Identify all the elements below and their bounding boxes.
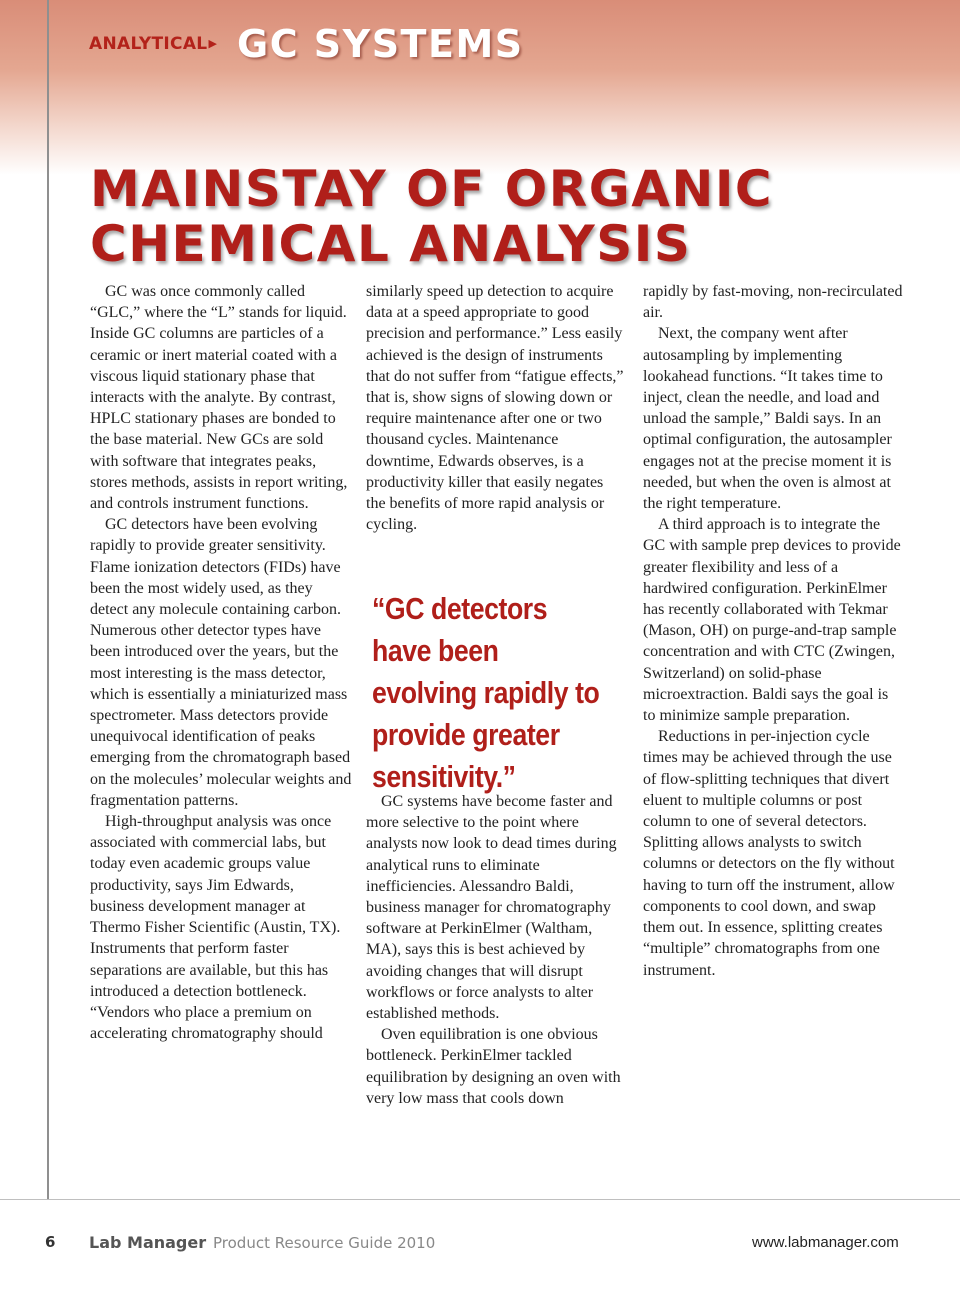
- section-label-text: ANALYTICAL: [89, 34, 208, 54]
- article-headline: [90, 162, 930, 272]
- website-link[interactable]: www.labmanager.com: [752, 1234, 899, 1251]
- paragraph: GC systems have become faster and more selective to the point where analysts now look to dead times during analytical runs to eliminate inefficiencies. Alessandro Baldi, business manager for chromatography software at PerkinElmer (Waltham, MA), says this is best achieved by avoiding changes that will disrupt workflows or force analysts to alter established methods.: [366, 793, 617, 1023]
- paragraph: Next, the company went after autosampling by implementing lookahead functions. “It takes time to inject, clean the needle, and load and unload the sample,” Baldi says. In an optimal configuration, the autosampler engages not at the precise moment it is needed, but when the oven is almost at the right temperature.: [643, 325, 892, 513]
- paragraph: Oven equilibration is one obvious bottleneck. PerkinElmer tackled equilibration by designing an oven with very low mass that cools down: [366, 1026, 621, 1107]
- paragraph: Reductions in per-injection cycle times may be achieved through the use of flow-splitting techniques that divert eluent to multiple columns or post column to one of several detectors. Splitting allows analysts to switch columns or detectors on the fly without having to turn off the instrument, allow components to cool down, and swap them out. In essence, splitting creates “multiple” chromatographs from one instrument.: [643, 728, 895, 979]
- body-column-3: [643, 281, 903, 981]
- headline-line-1: MAINSTAY OF ORGANIC: [90, 160, 774, 218]
- section-arrow-icon: ▶: [208, 37, 218, 50]
- paragraph: similarly speed up detection to acquire data at a speed appropriate to good precision and performance.” Less easily achieved is the design of instruments that do not suffer from “fatigue effects,” that is, show signs of slowing down or require maintenance after one or two thousand cycles. Maintenance downtime, Edwards observes, is a productivity killer that easily negates the benefits of more rapid analysis or cycling.: [366, 283, 624, 534]
- paragraph: High-throughput analysis was once associated with commercial labs, but today even academic groups value productivity, says Jim Edwards, business development manager at Thermo Fisher Scientific (Austin, TX). Instruments that perform faster separations are available, but this has introduced a detection bottleneck. “Vendors who place a premium on accelerating chromatography should: [90, 813, 341, 1043]
- paragraph: A third approach is to integrate the GC with sample prep devices to provide greater flexibility and less of a hardwired configuration. PerkinElmer has recently collaborated with Tekmar (Mason, OH) on purge-and-trap sample concentration and with CTC (Zwingen, Switzerland) on solid-phase microextraction. Baldi says the goal is to minimize sample preparation.: [643, 516, 901, 725]
- paragraph: GC was once commonly called “GLC,” where the “L” stands for liquid. Inside GC columns are particles of a ceramic or inert material coated with a viscous liquid stationary phase that interacts with the analyte. By contrast, HPLC stationary phases are bonded to the base material. New GCs are sold with software that integrates peaks, stores methods, assists in report writing, and controls instrument functions.: [90, 283, 348, 513]
- body-column-2-top: [366, 281, 624, 535]
- paragraph: GC detectors have been evolving rapidly to provide greater sensitivity. Flame ionization detectors (FIDs) have been the most widely used, as they detect any molecule containing carbon. Numerous other detector types have been introduced over the years, but the most interesting is the mass detector, which is essentially a miniaturized mass spectrometer. Mass detectors provide unequivocal identification of peaks emerging from the chromatograph based on the molecules’ molecular weights and fragmentation patterns.: [90, 516, 352, 809]
- headline-line-2: CHEMICAL ANALYSIS: [90, 215, 692, 273]
- page-number: 6: [45, 1233, 56, 1251]
- body-column-2-bottom: [366, 791, 624, 1109]
- magazine-name: Lab Manager: [89, 1233, 207, 1252]
- pull-quote: “GC detectors have been evolving rapidly to provide greater sensitivity.”: [372, 591, 600, 794]
- section-title: GC SYSTEMS: [237, 22, 524, 66]
- footer-rule: [0, 1199, 960, 1200]
- section-label: [89, 34, 217, 54]
- left-margin-rule: [47, 0, 49, 1200]
- body-column-1: [90, 281, 352, 1044]
- paragraph: rapidly by fast-moving, non-recirculated air.: [643, 283, 903, 322]
- guide-title: Product Resource Guide 2010: [213, 1234, 436, 1252]
